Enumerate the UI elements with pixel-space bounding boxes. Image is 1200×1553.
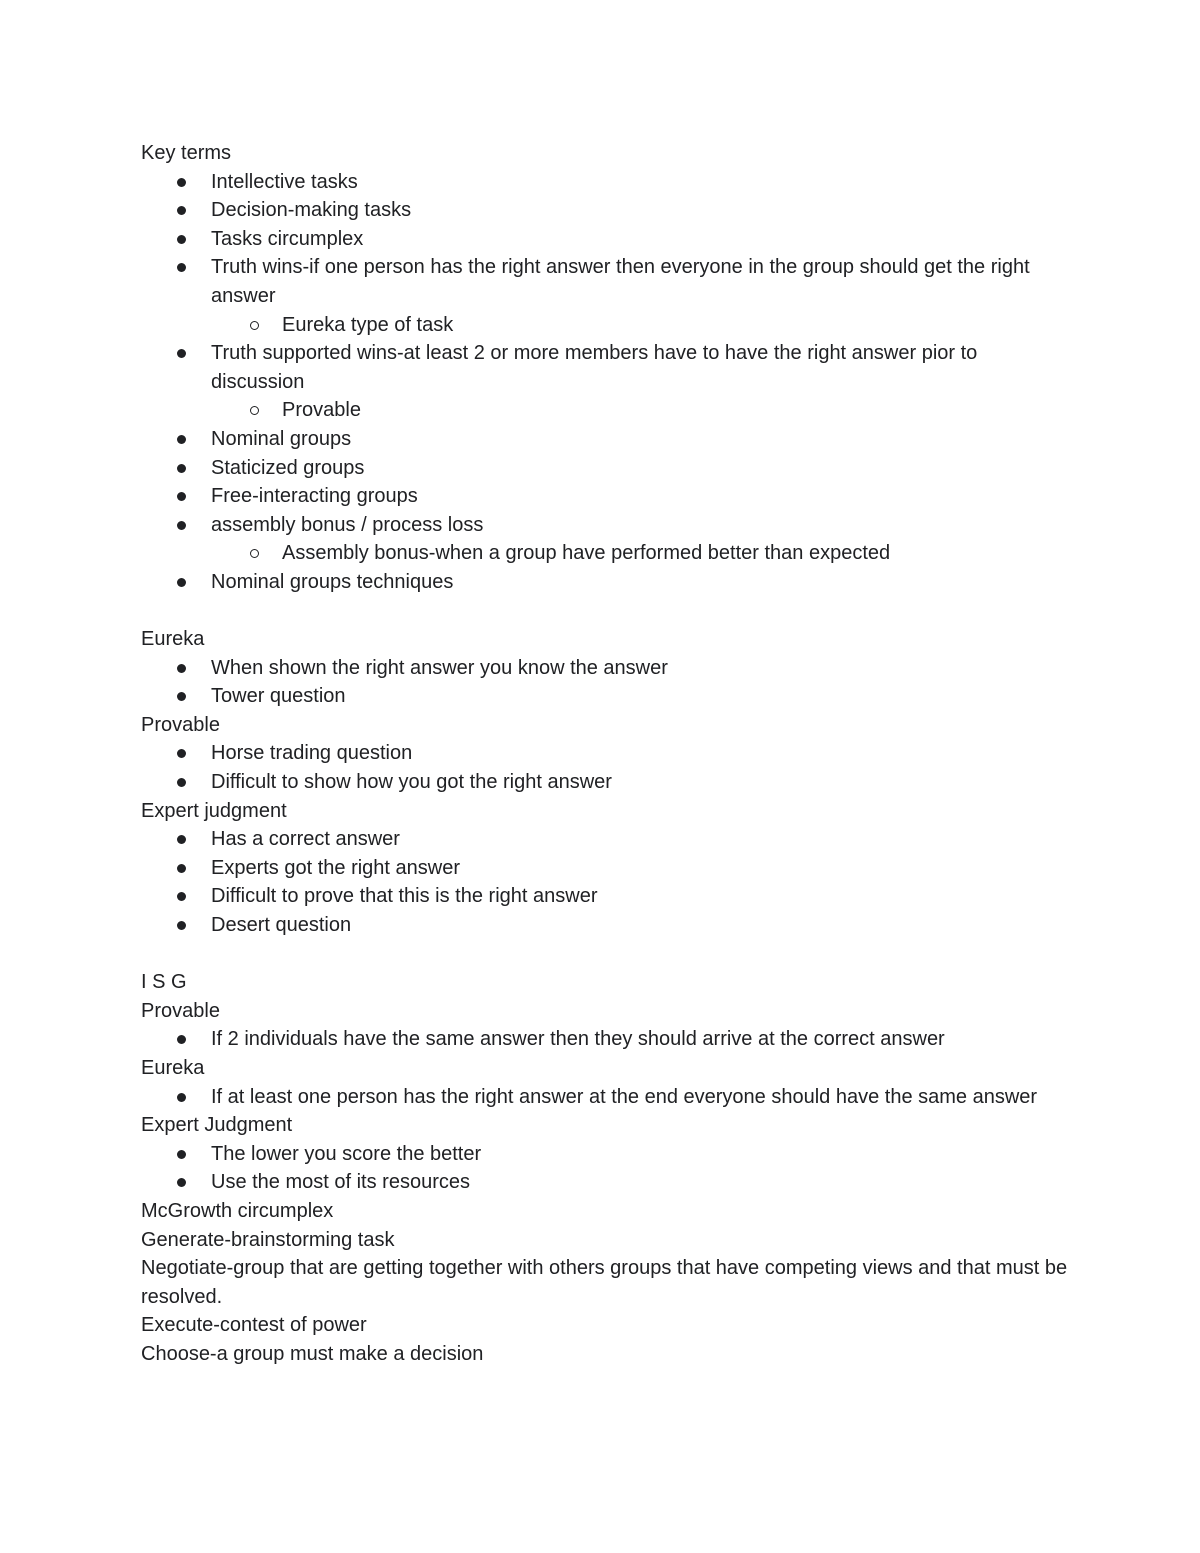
bullet-icon — [177, 1178, 186, 1187]
list-item: Horse trading question — [211, 739, 1071, 768]
hollow-bullet-icon — [250, 549, 259, 558]
list-item: If at least one person has the right answer at the end everyone should have the same answer — [211, 1083, 1071, 1112]
bullet-icon — [177, 778, 186, 787]
bullet-icon — [177, 1035, 186, 1044]
isg-provable-heading: Provable — [141, 999, 220, 1022]
bullet-icon — [177, 492, 186, 501]
bullet-icon — [177, 1093, 186, 1102]
bullet-icon — [177, 749, 186, 758]
sub-list-item: Assembly bonus-when a group have performed better than expected — [282, 539, 1071, 568]
list-item: Difficult to prove that this is the right answer — [211, 882, 1071, 911]
bullet-icon — [177, 578, 186, 587]
bullet-icon — [177, 892, 186, 901]
eureka-list — [141, 654, 1071, 711]
list-item: Staticized groups — [211, 454, 1071, 483]
list-item: assembly bonus / process loss Assembly bonus-when a group have performed better than expected — [211, 511, 1071, 568]
key-terms-list — [141, 168, 1071, 597]
isg-provable-list — [141, 1025, 1071, 1054]
list-item: Has a correct answer — [211, 825, 1071, 854]
hollow-bullet-icon — [250, 406, 259, 415]
bullet-icon — [177, 178, 186, 187]
expert-judgment-heading: Expert judgment — [141, 799, 287, 822]
hollow-bullet-icon — [250, 321, 259, 330]
bullet-icon — [177, 464, 186, 473]
list-item: If 2 individuals have the same answer then they should arrive at the correct answer — [211, 1025, 1071, 1054]
bullet-icon — [177, 835, 186, 844]
list-item: Free-interacting groups — [211, 482, 1071, 511]
bullet-icon — [177, 692, 186, 701]
bullet-icon — [177, 1150, 186, 1159]
eureka-heading: Eureka — [141, 628, 205, 651]
list-item: Nominal groups techniques — [211, 568, 1071, 597]
sub-list-item: Eureka type of task — [282, 311, 1071, 340]
bullet-icon — [177, 235, 186, 244]
isg-expert-heading: Expert Judgment — [141, 1114, 293, 1137]
expert-judgment-list — [141, 825, 1071, 939]
provable-list — [141, 739, 1071, 796]
list-item: Use the most of its resources — [211, 1168, 1071, 1197]
list-item: Tasks circumplex — [211, 225, 1071, 254]
isg-heading: I S G — [141, 971, 187, 994]
list-item: Nominal groups — [211, 425, 1071, 454]
bullet-icon — [177, 206, 186, 215]
paragraph-gap — [141, 940, 1071, 969]
list-item: Decision-making tasks — [211, 196, 1071, 225]
key-terms-heading: Key terms — [141, 142, 232, 164]
bullet-icon — [177, 263, 186, 272]
circumplex-negotiate: Negotiate-group that are getting together with others groups that have competing views and that must be resolved. — [141, 1257, 1068, 1308]
list-item: Truth supported wins-at least 2 or more members have to have the right answer pior to discussion Provable — [211, 339, 1071, 425]
isg-eureka-list — [141, 1083, 1071, 1112]
list-item: The lower you score the better — [211, 1140, 1071, 1169]
bullet-icon — [177, 435, 186, 444]
sub-list — [211, 396, 1071, 425]
bullet-icon — [177, 921, 186, 930]
circumplex-execute: Execute-contest of power — [141, 1314, 367, 1337]
list-item: Tower question — [211, 682, 1071, 711]
paragraph-gap — [141, 597, 1071, 626]
bullet-icon — [177, 864, 186, 873]
list-item: Intellective tasks — [211, 168, 1071, 197]
bullet-icon — [177, 349, 186, 358]
list-item: Difficult to show how you got the right answer — [211, 768, 1071, 797]
bullet-icon — [177, 664, 186, 673]
circumplex-title: McGrowth circumplex — [141, 1199, 334, 1222]
isg-eureka-heading: Eureka — [141, 1057, 205, 1079]
list-item: When shown the right answer you know the answer — [211, 654, 1071, 683]
sub-list-item: Provable — [282, 396, 1071, 425]
circumplex-generate: Generate-brainstorming task — [141, 1228, 395, 1251]
list-item: Desert question — [211, 911, 1071, 940]
bullet-icon — [177, 521, 186, 530]
list-item: Experts got the right answer — [211, 854, 1071, 883]
provable-heading: Provable — [141, 713, 220, 736]
document-page — [141, 139, 1071, 1369]
circumplex-choose: Choose-a group must make a decision — [141, 1342, 484, 1365]
sub-list — [211, 311, 1071, 340]
isg-expert-list — [141, 1140, 1071, 1197]
list-item: Truth wins-if one person has the right answer then everyone in the group should get the right answer Eureka type of task — [211, 253, 1071, 339]
sub-list — [211, 539, 1071, 568]
